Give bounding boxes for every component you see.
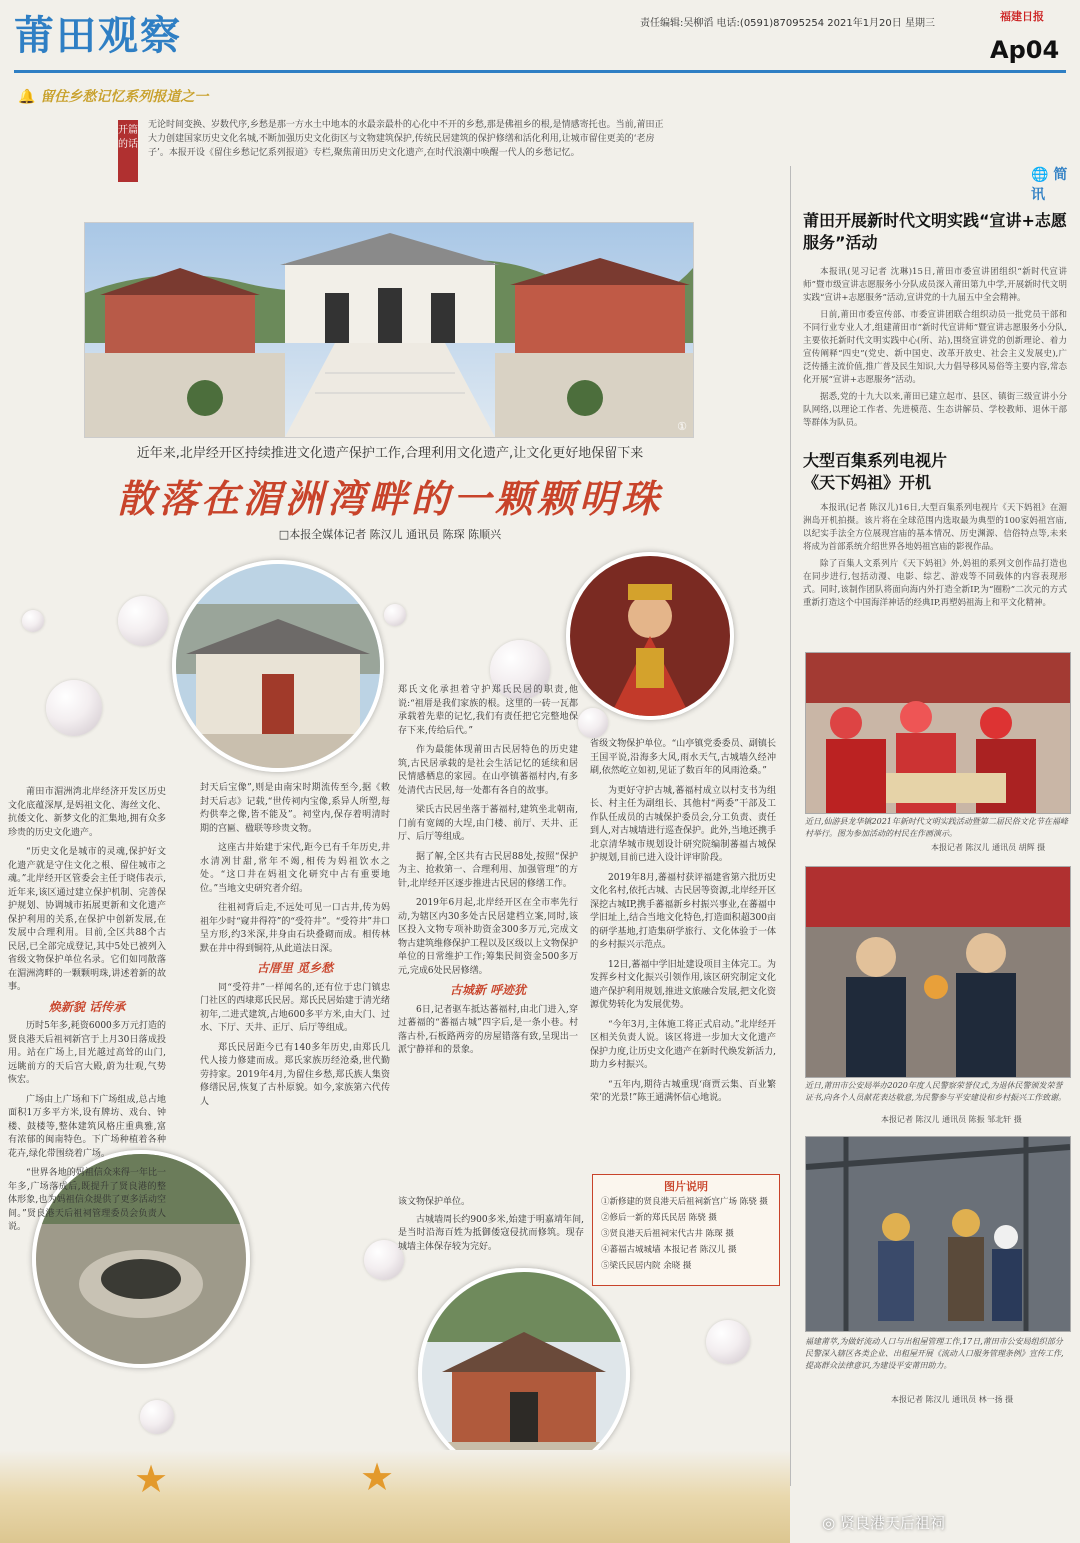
photo3-caption: 福建莆萃,为做好流动人口与出租屋管理工作,17日,莆田市公安局组织部分民警深入辖区各类企业、出租屋开展《流动人口服务管理条例》宣传工作,提高群众法律意识,为建设平安莆田助力。 xyxy=(805,1337,1064,1370)
caption-item: ②修后一新的郑氏民居 陈骁 摄 xyxy=(601,1213,717,1223)
wechat-icon: ◎ xyxy=(822,1514,836,1532)
pearl-decoration xyxy=(46,680,102,736)
section-title: 莆田观察 xyxy=(14,12,182,59)
paragraph: “世界各地的妈祖信众来得一年比一年多,广场落成后,既提升了贤良港的整体形象,也为妈祖信众提供了更多活动空间。”贤良港天后祖祠管理委员会负责人说。 xyxy=(8,1168,166,1232)
paragraph: 2019年8月,蕃福村获评福建省第六批历史文化名村,依托古城、古民居等资源,北岸经开区深挖古城IP,携手蕃福新乡村振兴事业,在蕃福中学旧址上,结合当地文化特色,打造面积超300亩的研学基地,打造集研学旅行、文化体验于一体的乡村振兴示范点。 xyxy=(590,872,776,950)
pearl-decoration xyxy=(22,610,44,632)
news2-body xyxy=(803,502,1067,610)
headline-kicker: 近年来,北岸经开区持续推进文化遗产保护工作,合理利用文化遗产,让文化更好地保留下来 xyxy=(136,446,644,461)
article-column-2 xyxy=(200,782,390,1109)
paragraph: 历时5年多,耗资6000多万元打造的贤良港天后祖祠新宫于上月30日落成投用。站在广场上,目光越过高耸的山门,远眺前方的天后宫大殿,蔚为壮观,气势恢宏。 xyxy=(8,1021,166,1085)
paragraph: 12日,蕃福中学旧址建设项目主体完工。为发挥乡村文化振兴引领作用,该区研究制定文化遗产保护利用规划,推进文旅融合发展,把文化资源优势转化为发展优势。 xyxy=(590,959,776,1010)
photo-captions-box xyxy=(592,1174,780,1286)
paragraph: 郑氏民居距今已有140多年历史,由郑氏几代人接力修建而成。郑氏家族历经沧桑,世代勤劳持家。2019年4月,为留住乡愁,郑氏族人集资修缮民居,恢复了古朴原貌。如今,家族第六代传人 xyxy=(200,1042,390,1107)
masthead-rule xyxy=(14,70,1066,73)
photo1-credit: 本报记者 陈汉儿 通讯员 胡辉 摄 xyxy=(931,843,1046,852)
paragraph: 古城墙周长约900多米,始建于明嘉靖年间,是当时沿海百姓为抵御倭寇侵扰而修筑。现存城墙主体保存较为完好。 xyxy=(398,1214,584,1252)
subheading: 古城新 呼迹犹 xyxy=(449,983,527,997)
lead-tag: 开篇的话 xyxy=(118,120,138,182)
paragraph: 据悉,党的十九大以来,莆田已建立起市、县区、镇街三级宣讲小分队网络,以理论工作者、先进模范、生态讲解员、学校教师、退休干部等群体为队员。 xyxy=(803,392,1067,428)
paragraph: 本报讯(见习记者 沈琳)15日,莆田市委宣讲团组织“新时代宣讲师”暨市级宣讲志愿服务小分队成员深入莆田第九中学,开展新时代文明实践“宣讲+志愿服务”活动,宣讲党的十九届五中全会精神。 xyxy=(803,267,1067,303)
subheading: 焕新貌 话传承 xyxy=(48,999,126,1014)
page-number: Ap04 xyxy=(990,36,1060,64)
paragraph: 6日,记者驱车抵达蕃福村,由北门进入,穿过蕃福的“蕃福古城”四字后,是一条小巷。村落古朴,石板路两旁的房屋错落有致,呈现出一派宁静祥和的景象。 xyxy=(398,1004,578,1055)
pearl-decoration xyxy=(578,708,608,738)
pearl-decoration xyxy=(118,596,168,646)
account-watermark: ◎ 贤良港天后祖祠 xyxy=(822,1514,945,1532)
paragraph: 省级文物保护单位。“山亭镇党委委员、副镇长王国平说,沿海多大风,雨水天气,古城墙久经冲刷,依然屹立如初,见证了数百年的风雨沧桑。” xyxy=(590,739,776,776)
news2-title: 大型百集系列电视片 《天下妈祖》开机 xyxy=(803,451,948,492)
paragraph: “今年3月,主体施工将正式启动。”北岸经开区相关负责人说。该区将进一步加大文化遗产保护力度,让历史文化遗产在新时代焕发新活力,助力乡村振兴。 xyxy=(590,1019,776,1070)
article-column-5 xyxy=(398,1196,584,1254)
news1-title: 莆田开展新时代文明实践“宣讲+志愿服务”活动 xyxy=(803,211,1067,252)
byline: □本报全媒体记者 陈汉儿 通讯员 陈琛 陈顺兴 xyxy=(278,528,502,541)
starfish-icon: ★ xyxy=(134,1457,169,1501)
paragraph: 2019年6月起,北岸经开区在全市率先行动,为辖区内30多处古民居建档立案,同时,该区投入文物专项补助资金300多万元,完成文物古建筑维修保护工程以及区级以上文物保护单位的日常维护工作;筹集民间资金500多万元,完成6处民居修缮。 xyxy=(398,898,579,976)
paragraph: 日前,莆田市委宣传部、市委宣讲团联合组织动员一批党员干部和不同行业专业人才,组建莆田市“新时代宣讲师”暨宣讲志愿服务小分队,主要依托新时代文明实践中心(所、站),围绕宣讲党的创新理论、着力宣传阐释“四史”(党史、新中国史、改革开放史、社会主义发展史),广泛传播主流价值,推广普及民生知识,大力倡导移风易俗等主要内容,常态化开展“宣讲+志愿服务”活动。 xyxy=(803,310,1067,385)
paragraph: “五年内,期待古城重现‘商贾云集、百业繁荣’的光景!”陈王通满怀信心地说。 xyxy=(590,1079,776,1103)
masthead xyxy=(0,0,1080,78)
photo3-credit: 本报记者 陈汉儿 通讯员 林一扬 摄 xyxy=(891,1395,1014,1404)
paragraph: 郑氏文化承担着守护郑氏民居的职责,他说:“祖厝是我们家族的根。这里的一砖一瓦都承载着先辈的记忆,我们有责任把它完整地保存下来,传给后代。” xyxy=(398,685,578,736)
caption-item: ⑤梁氏民居内院 余晓 摄 xyxy=(601,1261,692,1271)
paragraph: 据了解,全区共有古民居88处,按照“保护为主、抢救第一、合理利用、加强管理”的方针,北岸经开区逐步推进古民居的修缮工作。 xyxy=(398,851,578,889)
paragraph: 封天后宝像”,则是由南宋时期流传至今,据《敕封天后志》记载,“世传祠内宝像,系异人所塑,每灼供奉之像,皆不能及”。祠堂内,保存着明清时期的宫匾、楹联等珍贵文物。 xyxy=(200,783,390,834)
starfish-icon: ★ xyxy=(360,1455,395,1499)
subheading: 古厝里 觅乡愁 xyxy=(256,961,334,975)
folk-festival-photo xyxy=(805,652,1071,814)
paragraph: “历史文化是城市的灵魂,保护好文化遗产就是守住文化之根、留住城市之魂。”北岸经开区管委会主任于晓伟表示,近年来,该区通过建立保护机制、完善保护规划、协调城市拓展更新和文化遗产保护利用的关系,在保护中创新发展,在发展中合理利用。目前,全区共88个古民居,已全部完成登记,其中5处已被列入省级文物保护单位名录。它们如同散落在湄洲湾畔的一颗颗明珠,讲述着新的故事。 xyxy=(8,847,166,992)
caption-item: ③贤良港天后祖祠宋代古井 陈琛 摄 xyxy=(601,1229,734,1239)
article-column-4 xyxy=(590,738,776,1106)
paragraph: 本报讯(记者 陈汉儿)16日,大型百集系列电视片《天下妈祖》在湄洲岛开机拍摄。该片将在全球范围内选取最为典型的100家妈祖宫庙,以纪实手法全方位展现宫庙的基本情况、历史渊源、信俗特点等,未来将成为首部系统介绍世界各地妈祖宫庙的影视作品。 xyxy=(803,503,1067,552)
globe-icon: 🌐 xyxy=(1031,167,1049,183)
series-label: 🔔 留住乡愁记忆系列报道之一 xyxy=(18,89,209,105)
paragraph: 这座古井始建于宋代,距今已有千年历史,井水清冽甘甜,常年不竭,相传为妈祖饮水之处。“这口井在妈祖文化研究中占有重要地位。”当地文史研究者介绍。 xyxy=(200,843,390,894)
caption-item: ④蕃福古城城墙 本报记者 陈汉儿 摄 xyxy=(601,1245,737,1255)
sidebar-header: 🌐 简讯 xyxy=(1031,167,1068,203)
pearl-decoration xyxy=(384,604,406,626)
sand-decoration xyxy=(0,1450,790,1543)
construction-site-photo xyxy=(805,1136,1071,1332)
captions-heading: 图片说明 xyxy=(664,1180,708,1193)
paragraph: 同“受符井”一样闻名的,还有位于忠门镇忠门社区的西埭郑氏民居。郑氏民居始建于清光绪初年,二进式建筑,占地600多平方米,由大门、过水、下厅、天井、正厅、后厅等组成。 xyxy=(200,982,390,1033)
paragraph: 为更好守护古城,蕃福村成立以村支书为组长、村主任为副组长、其他村“两委”干部及工作队任成员的古城保护委员会,分工负责、责任到人,对古城墙进行巡查保护。此外,当地还携手北京清华城市规划设计研究院编制蕃福古城保护规划,目前已进入设计评审阶段。 xyxy=(590,785,776,863)
photo1-caption: 近日,仙游县龙华镇2021年新时代文明实践活动暨第二届民俗文化节在福峰村举行。图为参加活动的村民在作画演示。 xyxy=(805,817,1068,838)
paragraph: 除了百集人文系列片《天下妈祖》外,妈祖的系列文创作品打造也在同步进行,包括动漫、电影、综艺、游戏等不同载体的内容表现形式。同时,该制作团队将面向海内外打造全新IP,为“圈粉”二次元的方式重新打造这个中国海洋神话的经典IP,再塑妈祖海上和平文化精神。 xyxy=(803,559,1067,608)
bell-icon: 🔔 xyxy=(18,89,36,105)
article-column-3 xyxy=(398,684,578,1058)
edition-meta: 责任编辑:吴柳滔 电话:(0591)87095254 2021年1月20日 星期三 xyxy=(640,18,935,29)
pearl-decoration xyxy=(706,1320,750,1364)
paragraph: 该文物保护单位。 xyxy=(398,1197,471,1207)
liang-residence-photo xyxy=(418,1268,630,1480)
photo-marker: ① xyxy=(677,420,687,433)
news1-body xyxy=(803,266,1067,430)
temple-photo xyxy=(84,222,694,438)
paragraph: 梁氏古民居坐落于蕃福村,建筑坐北朝南,门前有宽阔的大埕,由门楼、前厅、天井、正厅、后厅等组成。 xyxy=(398,805,578,842)
photo2-caption: 近日,莆田市公安局举办2020年度人民警察荣誉仪式,为退休民警颁发荣誉证书,向各个人员献花表达敬意,为民警参与平安建设和乡村振兴工作致谢。 xyxy=(805,1081,1067,1102)
paragraph: 作为最能体现莆田古民居特色的历史建筑,古民居承载的是社会生活记忆的延续和居民情感栖息的家园。在山亭镇蕃福村内,有多处清代古民居,每一处都有各自的故事。 xyxy=(398,745,578,796)
paragraph: 莆田市湄洲湾北岸经济开发区历史文化底蕴深厚,是妈祖文化、海丝文化、抗倭文化、新梦文化的汇集地,拥有众多珍贵的历史文化遗产。 xyxy=(8,787,166,838)
paragraph: 广场由上广场和下广场组成,总占地面积1万多平方米,设有牌坊、戏台、钟楼、鼓楼等,整体建筑风格庄重典雅,富有浓郁的闽南特色。下广场种植着各种花卉,绿化带围绕着广场。 xyxy=(8,1094,166,1159)
news-brief-sidebar xyxy=(790,166,1073,1486)
caption-item: ①新修建的贤良港天后祖祠新宫广场 陈骁 摄 xyxy=(601,1197,768,1207)
photo2-credit: 本报记者 陈汉儿 通讯员 陈振 邹北轩 摄 xyxy=(881,1115,1022,1124)
headline: 散落在湄洲湾畔的一颗颗明珠 xyxy=(116,476,663,521)
paragraph: 往祖祠背后走,不远处可见一口古井,传为妈祖年少时“窥井得符”的“受符井”。“受符井”井口呈方形,约3米深,井身由石块叠砌而成。相传林默在井中得到铜符,从此道法日深。 xyxy=(200,903,390,954)
police-ceremony-photo xyxy=(805,866,1071,1078)
mazu-statue-photo xyxy=(566,552,734,720)
pearl-decoration xyxy=(140,1400,174,1434)
zheng-residence-photo xyxy=(172,560,384,772)
lead-text: 无论时间变换、岁数代序,乡愁是那一方水土中地本的水最亲最朴的心化中不开的乡愁,那是佛祖乡的根,是情感寄托也。当前,莆田正大力创建国家历史文化名城,不断加强历史文化街区与文物建筑保护,传统民居建筑的保护修缮和活化利用,让城市留住更美的‘老房子’。本报开设《留住乡愁记忆系列报道》专栏,聚焦莆田历史文化遗产,在时代浪潮中唤醒一代人的乡愁记忆。 xyxy=(148,120,664,158)
article-column-1 xyxy=(8,786,166,1235)
newspaper-logo: 福建日报 xyxy=(1000,10,1044,23)
